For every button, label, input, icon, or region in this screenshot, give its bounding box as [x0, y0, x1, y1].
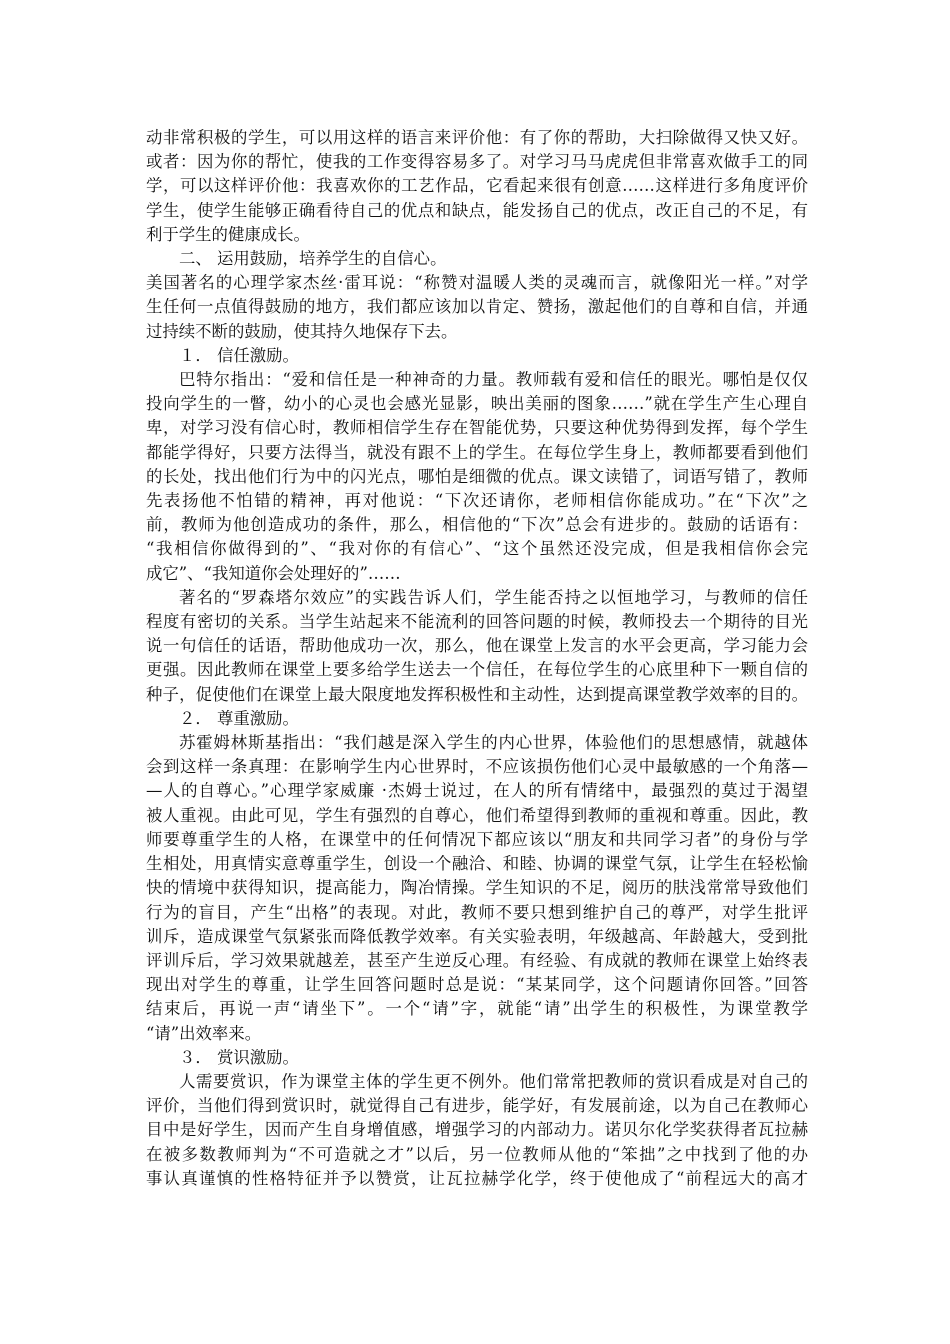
text-line: ２． 尊重激励。	[179, 708, 299, 728]
text-line: 投向学生的一瞥，幼小的心灵也会感光显影，映出美丽的图象……”就在学生产生心理自	[146, 394, 808, 414]
text-line: 美国著名的心理学家杰丝·雷耳说：“称赞对温暖人类的灵魂而言，就像阳光一样。”对学	[146, 273, 808, 293]
text-line: 过持续不断的鼓励，使其持久地保存下去。	[146, 321, 458, 341]
text-line: 被人重视。由此可见，学生有强烈的自尊心，他们希望得到教师的重视和尊重。因此，教	[146, 805, 808, 825]
section-heading	[146, 1046, 808, 1070]
paragraph	[146, 586, 808, 707]
text-line: 结束后，再说一声“请坐下”。一个“请”字，就能“请”出学生的积极性，为课堂教学	[146, 999, 808, 1019]
text-line: 行为的盲目，产生“出格”的表现。对此，教师不要只想到维护自己的尊严，对学生批评	[146, 902, 808, 922]
text-line: 种子，促使他们在课堂上最大限度地发挥积极性和主动性，达到提高课堂教学效率的目的。	[146, 684, 808, 704]
paragraph	[146, 368, 808, 586]
text-line: 评价，当他们得到赏识时，就觉得自己有进步，能学好，有发展前途，以为自己在教师心	[146, 1096, 808, 1116]
text-line: 著名的“罗森塔尔效应”的实践告诉人们，学生能否持之以恒地学习，与教师的信任	[179, 587, 808, 607]
text-line: 都能学得好，只要方法得当，就没有跟不上的学生。在每位学生身上，教师都要看到他们	[146, 442, 808, 462]
section-heading	[146, 247, 808, 271]
text-line: ３． 赏识激励。	[179, 1047, 299, 1067]
text-line: “我相信你做得到的”、“我对你的有信心”、“这个虽然还没完成，但是我相信你会完	[146, 539, 808, 559]
text-line: 快的情境中获得知识，提高能力，陶冶情操。学生知识的不足，阅历的肤浅常常导致他们	[146, 878, 808, 898]
text-line: 说一句信任的话语，帮助他成功一次，那么，他在课堂上发言的水平会更高，学习能力会	[146, 636, 808, 656]
text-line: 会到这样一条真理：在影响学生内心世界时，不应该损伤他们心灵中最敏感的一个角落—	[146, 757, 808, 777]
text-line: 目中是好学生，因而产生自身增值感，增强学习的内部动力。诺贝尔化学奖获得者瓦拉赫	[146, 1120, 808, 1140]
paragraph	[146, 1070, 808, 1191]
text-line: 利于学生的健康成长。	[146, 224, 310, 244]
text-line: 训斥，造成课堂气氛紧张而降低教学效率。有关实验表明，年级越高、年龄越大，受到批	[146, 926, 808, 946]
section-heading	[146, 707, 808, 731]
text-line: 现出对学生的尊重，让学生回答问题时总是说：“某某同学，这个问题请你回答。”回答	[146, 975, 808, 995]
text-line: 的长处，找出他们行为中的闪光点，哪怕是细微的优点。课文读错了，词语写错了，教师	[146, 466, 808, 486]
paragraph	[146, 271, 808, 344]
text-line: 程度有密切的关系。当学生站起来不能流利的回答问题的时候，教师投去一个期待的目光	[146, 612, 808, 632]
text-line: 前，教师为他创造成功的条件，那么，相信他的“下次”总会有进步的。鼓励的话语有：	[146, 515, 808, 535]
text-line: 师要尊重学生的人格，在课堂中的任何情况下都应该以“朋友和共同学习者”的身份与学	[146, 829, 808, 849]
paragraph	[146, 731, 808, 1046]
text-line: 在被多数教师判为“不可造就之才”以后，另一位教师从他的“笨拙”之中找到了他的办	[146, 1144, 808, 1164]
text-line: 成它”、“我知道你会处理好的”……	[146, 563, 401, 583]
text-line: 或者：因为你的帮忙，使我的工作变得容易多了。对学习马马虎虎但非常喜欢做手工的同	[146, 152, 808, 172]
section-heading	[146, 344, 808, 368]
text-line: —人的自尊心。”心理学家威廉 ·杰姆士说过，在人的所有情绪中，最强烈的莫过于渴望	[146, 781, 808, 801]
text-line: 巴特尔指出：“爱和信任是一种神奇的力量。教师载有爱和信任的眼光。哪怕是仅仅	[179, 370, 808, 390]
paragraph	[146, 126, 808, 247]
text-line: 人需要赏识，作为课堂主体的学生更不例外。他们常常把教师的赏识看成是对自己的	[179, 1071, 808, 1091]
text-line: 学生，使学生能够正确看待自己的优点和缺点，能发扬自己的优点，改正自己的不足，有	[146, 200, 808, 220]
text-line: “请”出效率来。	[146, 1023, 262, 1043]
text-line: 二、 运用鼓励，培养学生的自信心。	[179, 249, 447, 269]
text-line: 事认真谨慎的性格特征并予以赞赏，让瓦拉赫学化学，终于使他成了“前程远大的高才	[146, 1168, 808, 1188]
text-line: 先表扬他不怕错的精神，再对他说：“下次还请你，老师相信你能成功。”在“下次”之	[146, 491, 808, 511]
text-line: 生任何一点值得鼓励的地方，我们都应该加以肯定、赞扬，激起他们的自尊和自信，并通	[146, 297, 808, 317]
text-line: 学，可以这样评价他：我喜欢你的工艺作品，它看起来很有创意……这样进行多角度评价	[146, 176, 808, 196]
text-line: 动非常积极的学生，可以用这样的语言来评价他：有了你的帮助，大扫除做得又快又好。	[146, 128, 808, 147]
text-line: 苏霍姆林斯基指出：“我们越是深入学生的内心世界，体验他们的思想感情，就越体	[179, 733, 808, 753]
text-line: 更强。因此教师在课堂上要多给学生送去一个信任，在每位学生的心底里种下一颗自信的	[146, 660, 808, 680]
text-line: 生相处，用真情实意尊重学生，创设一个融洽、和睦、协调的课堂气氛，让学生在轻松愉	[146, 854, 808, 874]
text-line: 评训斥后，学习效果就越差，甚至产生逆反心理。有经验、有成就的教师在课堂上始终表	[146, 950, 808, 970]
text-line: 卑，对学习没有信心时，教师相信学生存在智能优势，只要这种优势得到发挥，每个学生	[146, 418, 808, 438]
text-line: １． 信任激励。	[179, 345, 299, 365]
document-page	[146, 126, 808, 1191]
